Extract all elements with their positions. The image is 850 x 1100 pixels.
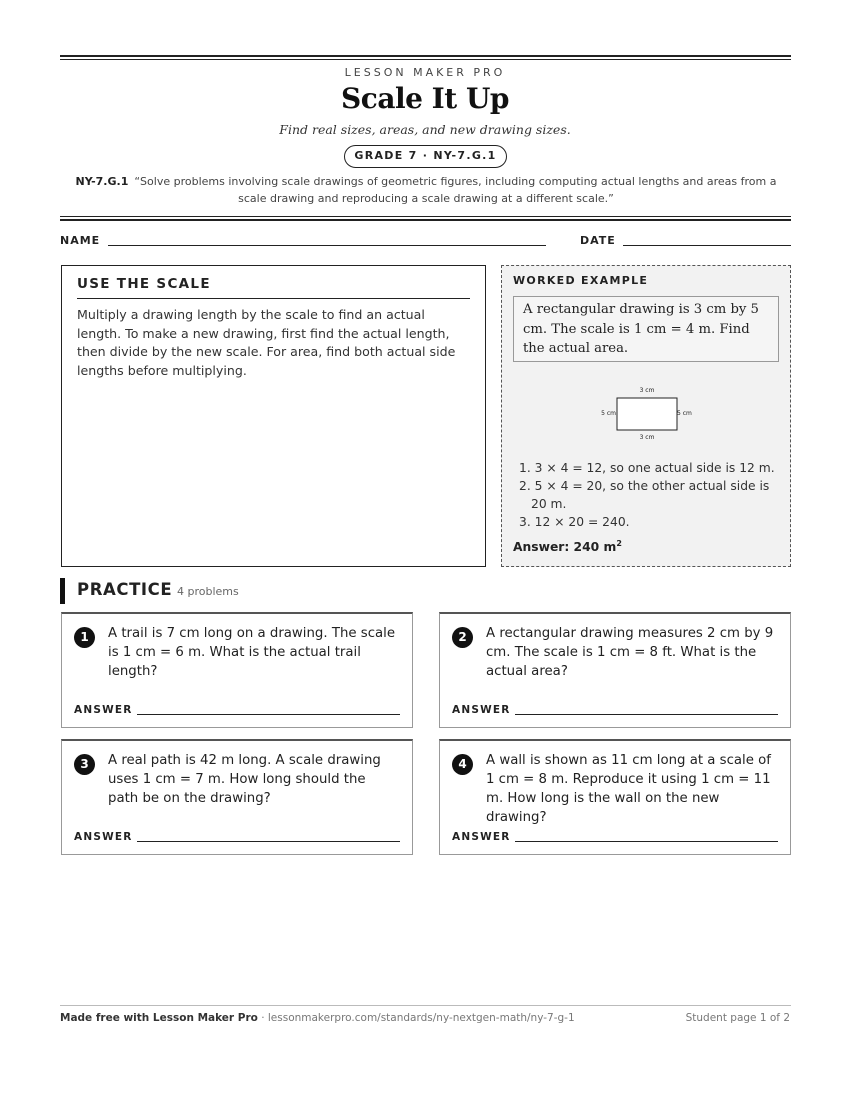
grade-badge: GRADE 7 · NY-7.G.1: [344, 145, 507, 168]
problem-number: 4: [452, 754, 473, 775]
answer-exponent: 2: [616, 539, 622, 548]
footer-credit: [60, 1012, 575, 1024]
use-the-scale-text: Multiply a drawing length by the scale to find an actual length. To make a new drawing, first find the actual length, then divide by the new scale. For area, find both actual side lengths before multiplying.: [77, 307, 456, 378]
answer-field[interactable]: [515, 841, 778, 842]
footer-page-number: Student page 1 of 2: [685, 1012, 790, 1024]
date-label: DATE: [580, 234, 616, 247]
top-rule: [60, 55, 791, 57]
use-the-scale-box: [61, 265, 486, 567]
problem-card-3: [61, 739, 413, 855]
header-bottom-rule-thick: [60, 219, 791, 221]
name-field[interactable]: [108, 245, 546, 246]
footer-made-with: Made free with Lesson Maker Pro: [60, 1012, 258, 1024]
brand-name: LESSON MAKER PRO: [344, 66, 506, 79]
step-item: 3. 12 × 20 = 240.: [519, 515, 630, 529]
worked-example-answer: [513, 539, 622, 554]
figure-top-label: 3 cm: [639, 387, 655, 394]
top-rule-thin: [60, 59, 791, 60]
date-field[interactable]: [623, 245, 791, 246]
figure-rectangle: [617, 398, 677, 430]
problem-number: 2: [452, 627, 473, 648]
name-label: NAME: [60, 234, 101, 247]
answer-label: ANSWER: [452, 831, 511, 843]
worked-example-problem: A rectangular drawing is 3 cm by 5 cm. The scale is 1 cm = 4 m. Find the actual area.: [513, 296, 779, 362]
answer-field[interactable]: [137, 841, 400, 842]
rectangle-figure: [502, 381, 792, 446]
practice-count: 4 problems: [177, 585, 239, 598]
step-item: 1. 3 × 4 = 12, so one actual side is 12 m.: [519, 461, 775, 475]
answer-label: ANSWER: [452, 704, 511, 716]
answer-label: ANSWER: [74, 704, 133, 716]
practice-accent-bar: [60, 578, 65, 604]
problem-number: 3: [74, 754, 95, 775]
practice-heading: PRACTICE: [77, 580, 173, 599]
use-the-scale-heading: USE THE SCALE: [77, 276, 470, 299]
problem-card-1: [61, 612, 413, 728]
answer-text: Answer: 240 m: [513, 540, 617, 555]
worked-example-box: [501, 265, 791, 567]
worked-example-steps: [519, 459, 781, 531]
standard-text: “Solve problems involving scale drawings of geometric figures, including computing actual lengths and areas from a scale drawing and reproducing a scale drawing at a different scale.”: [134, 175, 777, 205]
standard-statement: [62, 173, 790, 207]
problem-card-4: [439, 739, 791, 855]
footer-link[interactable]: · lessonmakerpro.com/standards/ny-nextgen-math/ny-7-g-1: [257, 1012, 575, 1024]
standard-code: NY-7.G.1: [75, 175, 129, 188]
problem-card-2: [439, 612, 791, 728]
answer-field[interactable]: [515, 714, 778, 715]
step-item: 2. 5 × 4 = 20, so the other actual side is 20 m.: [519, 479, 770, 511]
page-title: Scale It Up: [341, 82, 509, 115]
header-bottom-rule: [60, 216, 791, 217]
figure-right-label: 5 cm: [677, 410, 692, 417]
worked-example-heading: WORKED EXAMPLE: [513, 274, 649, 287]
page-subtitle: Find real sizes, areas, and new drawing sizes.: [279, 122, 571, 137]
figure-bottom-label: 3 cm: [639, 434, 655, 441]
problem-text: A wall is shown as 11 cm long at a scale of 1 cm = 8 m. Reproduce it using 1 cm = 11 m. How long is the wall on the new drawing?: [486, 753, 771, 825]
problem-text: A trail is 7 cm long on a drawing. The scale is 1 cm = 6 m. What is the actual trail length?: [108, 626, 396, 679]
footer-rule: [60, 1005, 791, 1006]
problem-text: A rectangular drawing measures 2 cm by 9 cm. The scale is 1 cm = 8 ft. What is the actual area?: [486, 626, 774, 679]
answer-label: ANSWER: [74, 831, 133, 843]
problem-number: 1: [74, 627, 95, 648]
answer-field[interactable]: [137, 714, 400, 715]
problem-text: A real path is 42 m long. A scale drawing uses 1 cm = 7 m. How long should the path be on the drawing?: [108, 753, 381, 806]
figure-left-label: 5 cm: [601, 410, 616, 417]
